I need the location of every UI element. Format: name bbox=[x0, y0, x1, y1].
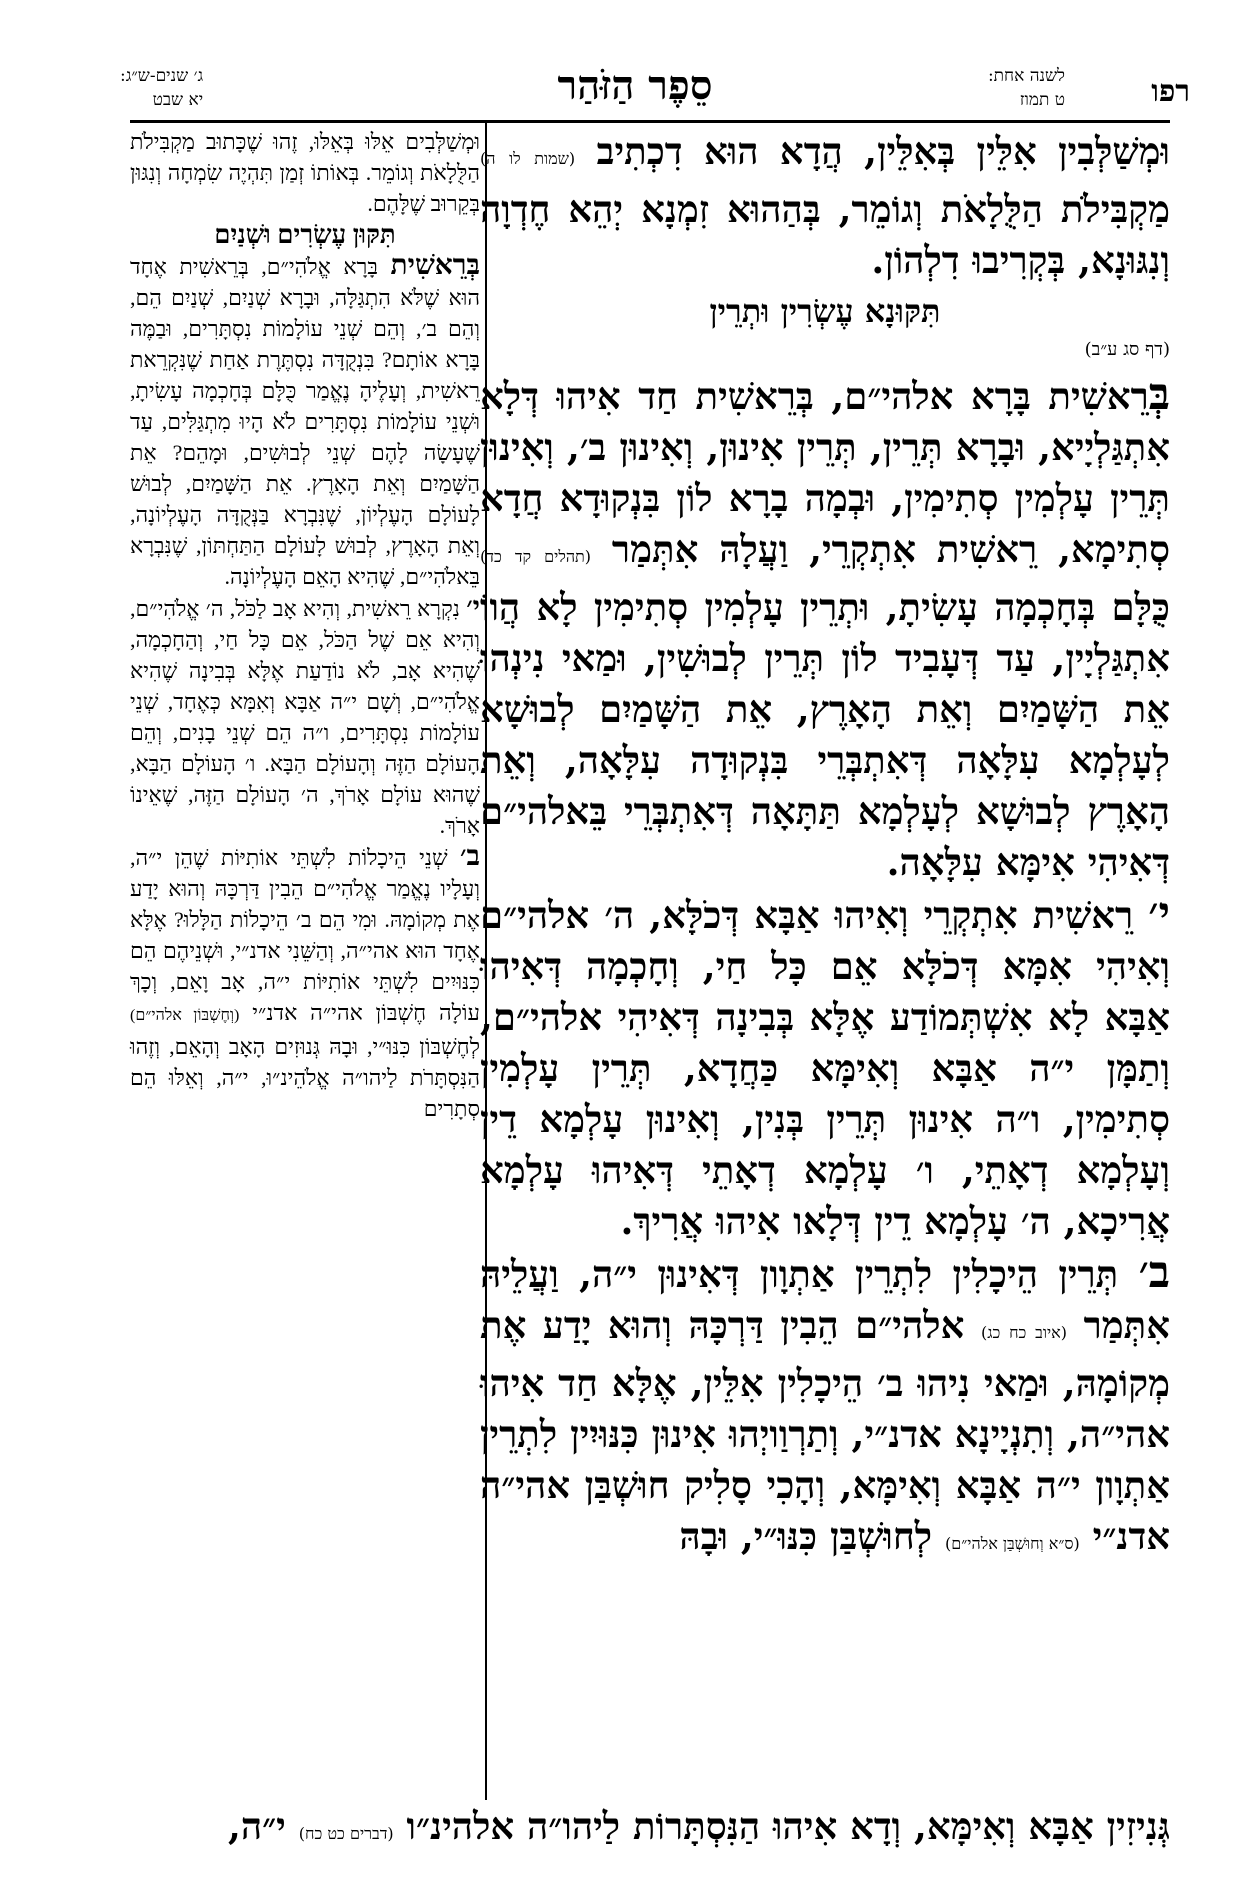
footer-text: גְּנִיזִין אַבָּא וְאִימָּא, וְדָא אִיהוּ הַנִּסְתָּרוֹת לַיהו״ה אלהינ״ו bbox=[406, 1804, 1170, 1848]
main-intro-text: וּמְשַׁלְּבִין אִלֵּין בְּאִלֵּין, הֲדָא הוּא דִכְתִיב bbox=[596, 129, 1170, 173]
side-paragraph-1 bbox=[130, 250, 480, 592]
running-header bbox=[120, 58, 1190, 120]
side-p3-lead: ב׳ bbox=[460, 841, 481, 872]
main-p1-text2: כֻּלָּם בְּחָכְמָה עָשִׂיתָ, וּתְרֵין עָלְמִין סְתִימִין לָא הֲווֹ אִתְגַּלְיָין, עַד דְּעָבִיד לוֹן תְּרֵין לְבוּשִׁין, וּמַאי נִינְהוּ אֵת הַשָּׁמַיִם וְאֵת הָאָרֶץ, אֵת הַשָּׁמַיִם לְבוּשָׁא לְעָלְמָא עִלָּאָה דְּאִתְבְּרֵי בִּנְקוּדָה עִלָּאָה, וְאֵת הָאָרֶץ לְבוּשָׁא לְעָלְמָא תַּתָּאָה דְּאִתְבְּרֵי בֵּאלהי״ם דְּאִיהִי אִימָּא עִלָּאָה. bbox=[480, 585, 1170, 884]
footer-end: י״ה, bbox=[227, 1804, 286, 1848]
main-p1-ref: (תהלים קד כד) bbox=[480, 547, 592, 566]
header-left-line2: יא שבט bbox=[152, 90, 204, 110]
side-p3-ref: (וְחֶשְׁבּוֹן אלהי״ם) bbox=[130, 1007, 240, 1024]
main-p3-text3: לְחוּשְׁבַּן כִּנּוּ״י, וּבָהּ bbox=[679, 1514, 933, 1558]
main-paragraph-2 bbox=[480, 888, 1170, 1247]
main-p1-lead: בְּ bbox=[1148, 369, 1170, 420]
header-right-line1: לשנה אחת: bbox=[987, 66, 1065, 86]
side-p3-text: שְׁנֵי הֵיכָלוֹת לִשְׁתֵּי אוֹתִיּוֹת שֶׁהֵן י״ה, וְעָלָיו נֶאֱמַר אֱלֹהִי״ם הֵבִין דַּרְכָּהּ וְהוּא יָדַע אֶת מְקוֹמָהּ. וּמִי הֵם ב׳ הֵיכָלוֹת הַלָּלוּ? אֶלָּא אֶחָד הוּא אהי״ה, וְהַשֵּׁנִי אדנ״י, וּשְׁנֵיהֶם הֵם כִּנּוּיִים לִשְׁתֵּי אוֹתִיּוֹת י״ה, אָב וָאֵם, וְכָךְ עוֹלָה חֶשְׁבּוֹן אהי״ה אדנ״י bbox=[130, 845, 480, 1025]
main-paragraph-1 bbox=[480, 369, 1170, 888]
main-intro-text2: מַקְבִּילֹת הַלֻּלָאֹת וְגוֹמֵר, בְּהַהוּא זִמְנָא יְהֵא חֶדְוָה וְנִגּוּנָא, בְּקְרִיבוּ דִלְהוֹן. bbox=[480, 187, 1170, 282]
translation-column bbox=[130, 126, 480, 1124]
page-number: רפו bbox=[1151, 74, 1190, 109]
main-intro-ref: (שמות לו ה) bbox=[480, 149, 576, 168]
side-intro: וּמְשַׁלְּבִים אֵלּוּ בְּאֵלּוּ, זֶהוּ שֶׁכָּתוּב מַקְבִּילֹת הַלֻּלָאֹת וְגוֹמֵר. בְּאוֹתוֹ זְמַן תִּהְיֶה שִׂמְחָה וְנִגּוּן בְּקֵרוּב שֶׁלָּהֶם. bbox=[130, 129, 480, 216]
side-paragraph-2 bbox=[130, 592, 480, 841]
main-intro bbox=[480, 126, 1170, 286]
side-p1-lead: בְּרֵאשִׁית bbox=[390, 250, 480, 281]
main-paragraph-3 bbox=[480, 1247, 1170, 1569]
side-p1-text: בָּרָא אֱלֹהִי״ם, בְּרֵאשִׁית אֶחָד הוּא שֶׁלֹּא הִתְגַּלָּה, וּבָרָא שְׁנַיִם, שְׁנַיִם הֵם, וְהֵם ב׳, וְהֵם שְׁנֵי עוֹלָמוֹת נִסְתָּרִים, וּבַמֶּה בָּרָא אוֹתָם? בִּנְקֻדָּה נִסְתֶּרֶת אַחַת שֶׁנִּקְרֵאת רֵאשִׁית, וְעָלֶיהָ נֶאֱמַר כֻּלָּם בְּחָכְמָה עָשִׂיתָ, וּשְׁנֵי עוֹלָמוֹת נִסְתָּרִים לֹא הָיוּ מִתְגַּלִּים, עַד שֶׁעָשָׂה לָהֶם שְׁנֵי לְבוּשִׁים, וּמָהֵם? אֵת הַשָּׁמַיִם וְאֵת הָאָרֶץ. אֵת הַשָּׁמַיִם, לְבוּשׁ לָעוֹלָם הָעֶלְיוֹן, שֶׁנִּבְרָא בַּנְּקֻדָּה הָעֶלְיוֹנָה, וְאֵת הָאָרֶץ, לְבוּשׁ לָעוֹלָם הַתַּחְתּוֹן, שֶׁנִּבְרָא בֵּאלֹהִי״ם, שֶׁהִיא הָאֵם הָעֶלְיוֹנָה. bbox=[130, 254, 480, 589]
main-column bbox=[480, 126, 1170, 1569]
side-p3-text2: לְחֶשְׁבּוֹן כִּנּוּ״י, וּבָהּ גְּנוּזִים הָאָב וְהָאֵם, וְזֶהוּ הַנִּסְתָּרֹת לַיהו״ה אֱלֹהֵינ״וּ, י״ה, וְאֵלּוּ הֵם סְתָרִים bbox=[130, 1034, 480, 1121]
main-p3-ref: (איוב כח כג) bbox=[980, 1323, 1067, 1342]
main-p2-text: רֵאשִׁית אִתְקְרֵי וְאִיהוּ אַבָּא דְּכֹלָּא, ה׳ אלהי״ם וְאִיהִי אִמָּא דְּכֹלָּא אֵם כָּל חַי, וְחָכְמָה דְּאִיהוּ אַבָּא לָא אִשְׁתְּמוֹדַע אֶלָּא בְּבִינָה דְּאִיהִי אלהי״ם, וְתַמָּן י״ה אַבָּא וְאִימָּא כַּחֲדָא, תְּרֵין עָלְמִין סְתִימִין, ו״ה אִינוּן תְּרֵין בְּנִין, וְאִינוּן עָלְמָא דֵין וְעָלְמָא דְאָתֵי, ו׳ עָלְמָא דְאָתֵי דְּאִיהוּ עָלְמָא אֲרִיכָא, ה׳ עָלְמָא דֵין דְּלָאו אִיהוּ אֲרִיךְ. bbox=[480, 893, 1170, 1243]
main-p3-text: תְּרֵין הֵיכָלִין לִתְרֵין אַתְוָון דְּאִינוּן י״ה, וַעֲלֵיהּ אִתְּמַר bbox=[480, 1252, 1170, 1347]
main-p3-ref2: (ס״א וְחוּשְׁבַּן אלהי״ם) bbox=[945, 1534, 1080, 1553]
main-p1-text: רֵאשִׁית בָּרָא אלהי״ם, בְּרֵאשִׁית חַד אִיהוּ דְּלָא אִתְגַּלְיָיא, וּבָרָא תְּרֵין, תְּרֵין אִינוּן, וְאִינוּן ב׳, וְאִינוּן תְּרֵין עָלְמִין סְתִימִין, וּבְמָה בָרָא לוֹן בִּנְקוּדָא חֲדָא סְתִימָא, רֵאשִׁית אִתְקְרֵי, וַעֲלָהּ אִתְּמַר bbox=[480, 374, 1170, 571]
side-section-heading: תִּקּוּן עֶשְׂרִים וּשְׁנַיִם bbox=[214, 220, 396, 249]
main-p3-text2: אלהי״ם הֵבִין דַּרְכָּהּ וְהוּא יָדַע אֶת מְקוֹמָהּ, וּמַאי נִיהוּ ב׳ הֵיכָלִין אִלֵּין, אֶלָּא חַד אִיהוּ אהי״ה, וְתִנְיָינָא אדנ״י, וְתַרְוַויְהוּ אִינוּן כִּנּוּיִין לִתְרֵין אַתְוָון י״ה אַבָּא וְאִימָּא, וְהָכִי סָלִיק חוּשְׁבַּן אהי״ה אדנ״י bbox=[480, 1303, 1170, 1558]
side-paragraph-3 bbox=[130, 841, 480, 1124]
footer-ref: (דברים כט כח) bbox=[298, 1824, 394, 1843]
main-footer-line bbox=[130, 1800, 1170, 1860]
header-schedule-left bbox=[120, 64, 203, 112]
header-right-line2: ט תמוז bbox=[1019, 90, 1065, 110]
main-section-heading: תִּקּוּנָא עֶשְׂרִין וּתְרֵין bbox=[709, 292, 941, 330]
main-p3-lead: ב׳ bbox=[1138, 1247, 1170, 1298]
daf-reference: (דף סג ע״ב) bbox=[1084, 339, 1170, 360]
book-title: סֵפֶר הַזֹּהַר bbox=[557, 62, 713, 109]
side-p2-lead: י׳ bbox=[466, 592, 480, 623]
header-rule bbox=[130, 120, 1170, 123]
header-left-line1: ג׳ שנים-ש״ג: bbox=[120, 66, 204, 86]
side-p2-text: נִקְרָא רֵאשִׁית, וְהִיא אָב לַכֹּל, ה׳ אֱלֹהִי״ם, וְהִיא אֵם שֶׁל הַכֹּל, אֵם כָּל חַי, וְהַחָכְמָה, שֶׁהִיא אָב, לֹא נוֹדַעַת אֶלָּא בְּבִינָה שֶׁהִיא אֱלֹהִי״ם, וְשָׁם י״ה אַבָּא וְאִמָּא כְּאֶחָד, שְׁנֵי עוֹלָמוֹת נִסְתָּרִים, ו״ה הֵם שְׁנֵי בָנִים, וְהֵם הָעוֹלָם הַזֶּה וְהָעוֹלָם הַבָּא. ו׳ הָעוֹלָם הַבָּא, שֶׁהוּא עוֹלָם אָרֹךְ, ה׳ הָעוֹלָם הַזֶּה, שֶׁאֵינוֹ אָרֹךְ. bbox=[130, 596, 480, 838]
main-p2-lead: י׳ bbox=[1148, 888, 1170, 939]
